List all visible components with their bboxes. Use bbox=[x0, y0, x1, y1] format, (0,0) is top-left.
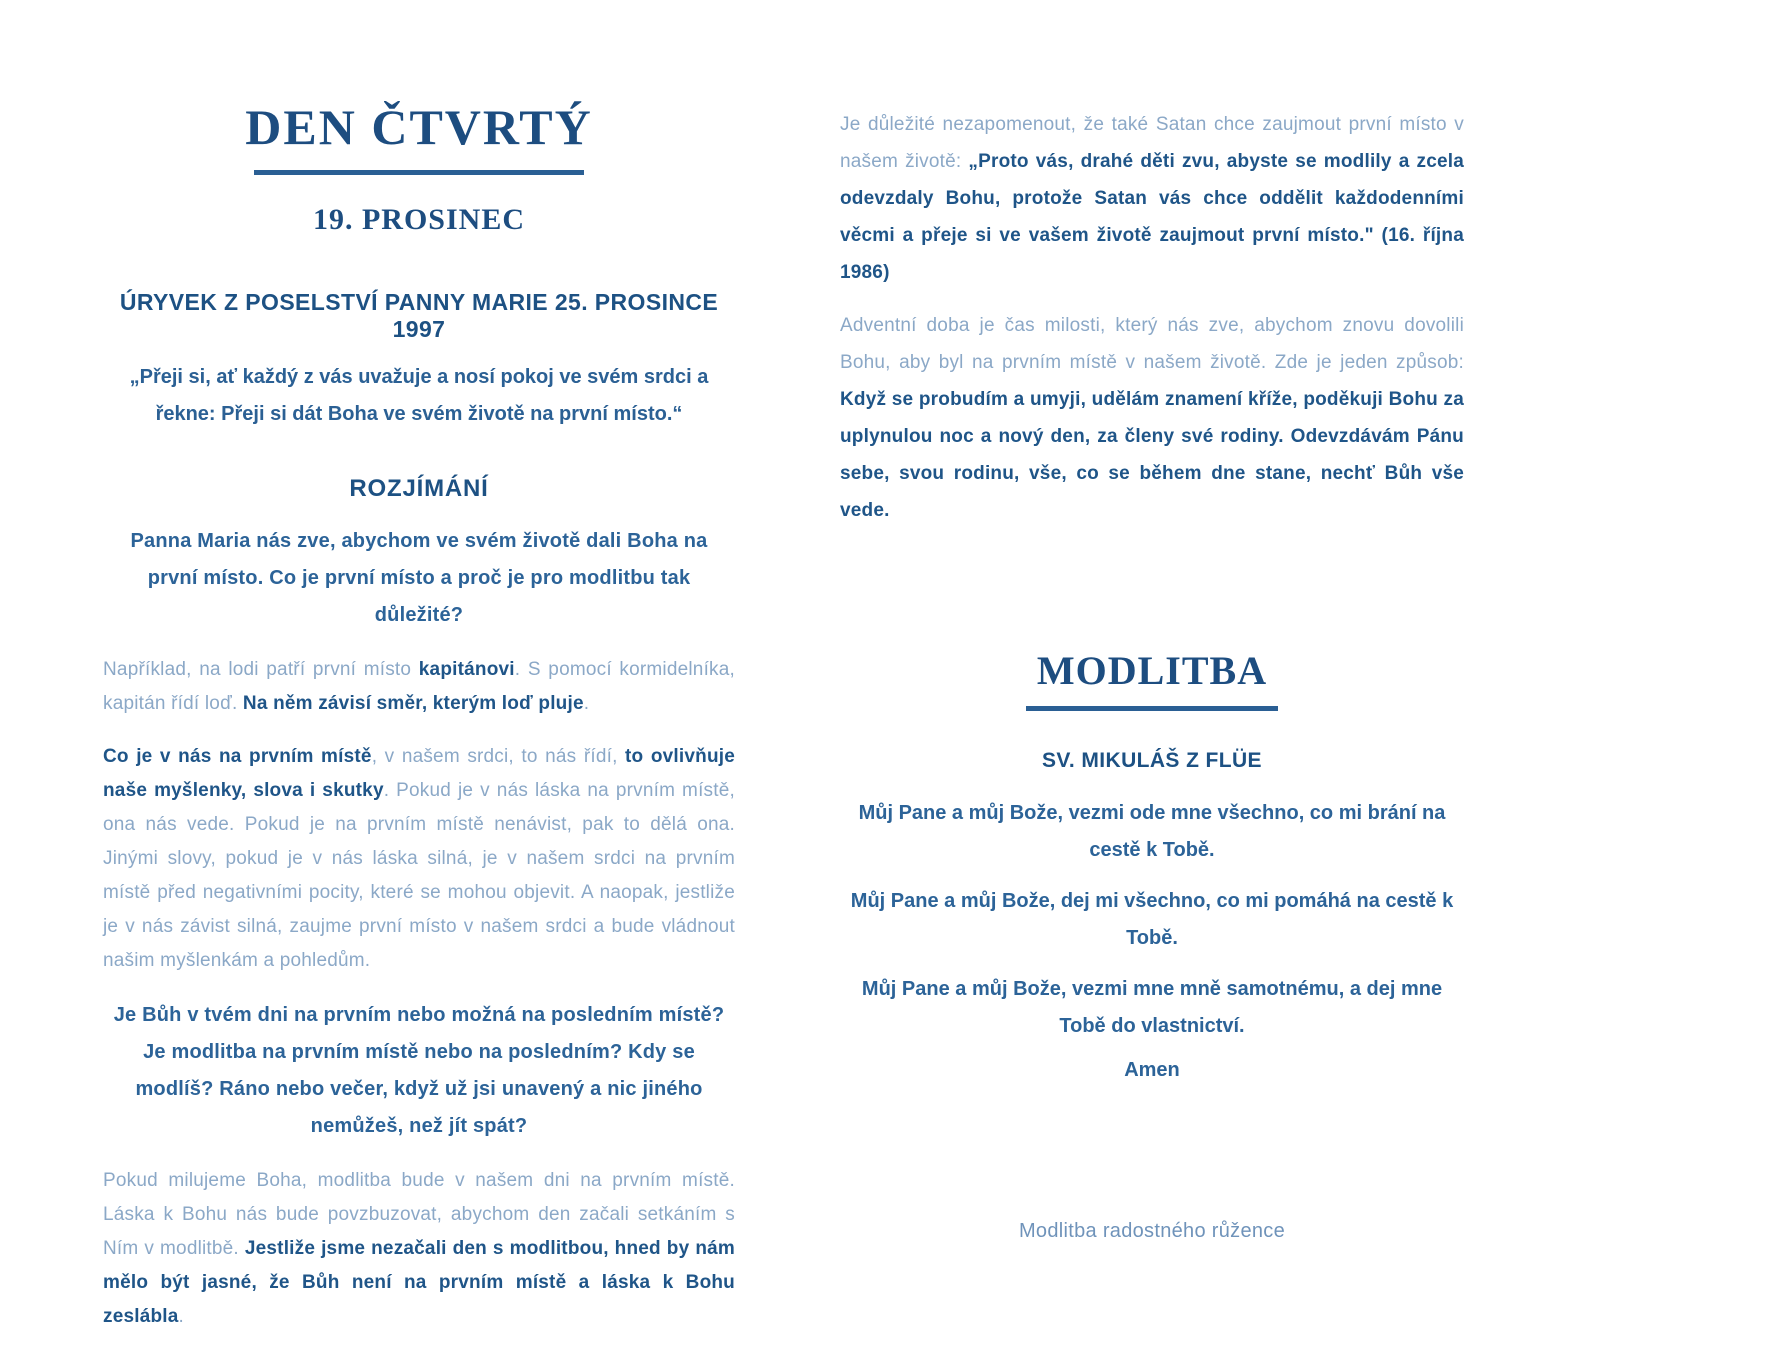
meditation-heading: ROZJÍMÁNÍ bbox=[349, 475, 489, 502]
excerpt-heading: ÚRYVEK Z POSELSTVÍ PANNY MARIE 25. PROSINCE 1997 bbox=[119, 289, 719, 342]
text-run-light: . bbox=[178, 1306, 185, 1327]
paragraph bbox=[103, 740, 735, 978]
prayer-text bbox=[840, 795, 1464, 1045]
meditation-paragraphs bbox=[103, 523, 735, 1334]
paragraph bbox=[103, 523, 735, 634]
text-run-bold: kapitánovi bbox=[418, 659, 515, 680]
paragraph bbox=[840, 106, 1464, 291]
paragraph bbox=[103, 653, 735, 721]
text-run-light: . bbox=[583, 693, 590, 714]
text-run-light: . Pokud je v nás láska na prvním místě, ona nás vede. Pokud je na prvním místě nenávist, pak to dělá ona. Jinými slovy, pokud je v nás láska silná, je v našem srdci na prvním místě před negativními pocity, které se mohou objevit. A naopak, jestliže je v nás závist silná, zaujme první místo v našem srdci a bude vládnout našim myšlenkám a pohledům. bbox=[103, 780, 735, 971]
text-run-light: . S pomocí kormidelníka, kapitán řídí loď. bbox=[103, 659, 735, 714]
page-right bbox=[840, 0, 1464, 1243]
saint-heading: SV. MIKULÁŠ Z FLÜE bbox=[1042, 749, 1262, 772]
prayer-section-title: MODLITBA bbox=[1036, 648, 1268, 693]
text-run-bold: Když se probudím a umyji, udělám znamení kříže, poděkuji Bohu za uplynulou noc a nový den, za členy své rodiny. Odevzdávám Pánu sebe, svou rodinu, vše, co se během dne stane, nechť Bůh vše vede. bbox=[840, 389, 1464, 521]
day-title: DEN ČTVRTÝ bbox=[245, 99, 593, 155]
prayer-line: Můj Pane a můj Bože, dej mi všechno, co mi pomáhá na cestě k Tobě. bbox=[850, 890, 1454, 949]
text-run-light: Pokud milujeme Boha, modlitba bude v našem dni na prvním místě. Láska k Bohu nás bude povzbuzovat, abychom den začali setkáním s Ním v modlitbě. bbox=[103, 1170, 735, 1259]
text-run-medium: Panna Maria nás zve, abychom ve svém životě dali Boha na první místo. Co je první místo a proč je pro modlitbu tak důležité? bbox=[130, 530, 708, 626]
text-run-light: , v našem srdci, to nás řídí, bbox=[371, 746, 626, 767]
rosary-note: Modlitba radostného růžence bbox=[1018, 1220, 1286, 1242]
text-run-light: Je důležité nezapomenout, že také Satan chce zaujmout první místo v našem životě: bbox=[840, 114, 1464, 172]
prayer-title-underline bbox=[1026, 706, 1278, 711]
date-subtitle: 19. PROSINEC bbox=[312, 203, 526, 236]
prayer-line: Můj Pane a můj Bože, vezmi mne mně samotnému, a dej mne Tobě do vlastnictví. bbox=[861, 978, 1443, 1037]
page-left bbox=[103, 0, 735, 1353]
text-run-bold: Na něm závisí směr, kterým loď pluje bbox=[242, 693, 584, 714]
prayer-line: Můj Pane a můj Bože, vezmi ode mne všechno, co mi brání na cestě k Tobě. bbox=[858, 802, 1446, 861]
text-run-bold: „Proto vás, drahé děti zvu, abyste se modlily a zcela odevzdaly Bohu, protože Satan vás chce oddělit každodenními věcmi a přeje si ve vašem životě zaujmout první místo." (16. října 1986) bbox=[840, 151, 1464, 283]
paragraph bbox=[840, 307, 1464, 529]
text-run-light: Například, na lodi patří první místo bbox=[103, 659, 419, 680]
amen-text: Amen bbox=[1124, 1059, 1180, 1081]
text-run-bold: Co je v nás na prvním místě bbox=[103, 746, 372, 767]
text-run-bold: Jestliže jsme nezačali den s modlitbou, hned by nám mělo být jasné, že Bůh není na prvním místě a láska k Bohu zeslábla bbox=[103, 1238, 735, 1327]
excerpt-quote: „Přeji si, ať každý z vás uvažuje a nosí pokoj ve svém srdci a řekne: Přeji si dát Boha ve svém životě na první místo.“ bbox=[129, 366, 709, 425]
text-run-light: Adventní doba je čas milosti, který nás zve, abychom znovu dovolili Bohu, aby byl na prvním místě v našem životě. Zde je jeden způsob: bbox=[840, 315, 1464, 373]
paragraph bbox=[103, 997, 735, 1145]
title-underline bbox=[254, 170, 584, 175]
text-run-medium: Je Bůh v tvém dni na prvním nebo možná na posledním místě? Je modlitba na prvním místě nebo na posledním? Kdy se modlíš? Ráno nebo večer, když už jsi unavený a nic jiného nemůžeš, než jít spát? bbox=[113, 1004, 725, 1137]
continuation-paragraphs bbox=[840, 106, 1464, 529]
text-run-bold: to ovlivňuje naše myšlenky, slova i skutky bbox=[103, 746, 735, 801]
paragraph bbox=[103, 1164, 735, 1334]
